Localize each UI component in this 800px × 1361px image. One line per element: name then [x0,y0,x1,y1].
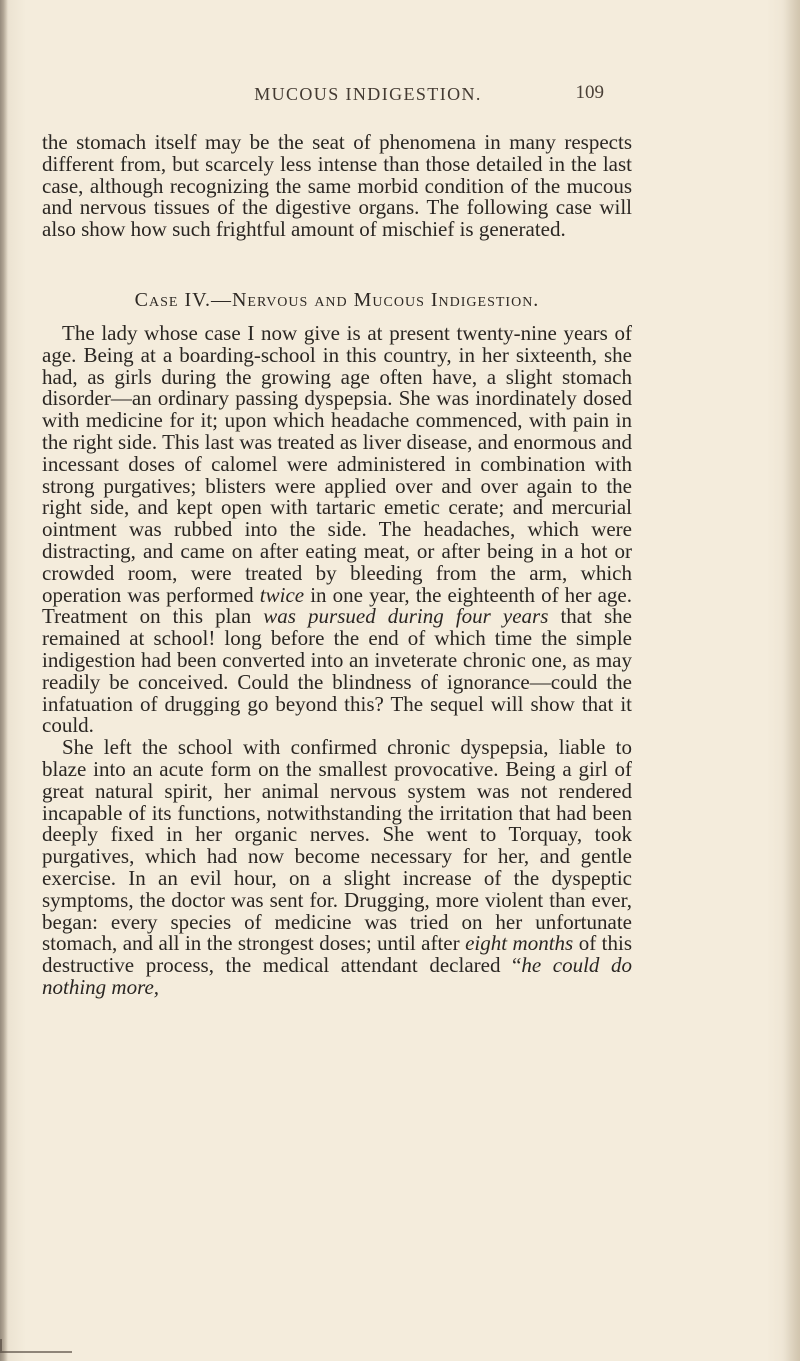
main-text-block [42,132,632,999]
opening-paragraph: the stomach itself may be the seat of phenomena in many respects different from, but scarcely less intense than those detailed in the last case, although recognizing the same morbid condition of the mucous and nervous tissues of the digestive organs. The following case will also show how such frightful amount of mischief is generated. [42,130,632,242]
case-paragraph-2-italic-quote: he could do nothing more, [42,953,632,999]
case-paragraph-2-text-a: She left the school with confirmed chronic dyspepsia, liable to blaze into an acute form on the smallest provocative. Being a girl of great natural spirit, her animal nervous system was not rendered incapable of its functions, notwithstanding the irritation that had been deeply fixed in her organic nerves. She went to Torquay, took purgatives, which had now become necessary for her, and gentle exercise. In an evil hour, on a slight increase of the dyspeptic symptoms, the doctor was sent for. Drugging, more violent than ever, began: every species of medicine was tried on her unfortunate stomach, and all in the strongest doses; until after [42,735,632,956]
case-paragraph-1-text-a: The lady whose case I now give is at present twenty-nine years of age. Being at a boarding-school in this country, in her sixteenth, she had, as girls during the growing age often have, a slight stomach disorder—an ordinary passing dyspepsia. She was inordinately dosed with medicine for it; upon which headache commenced, with pain in the right side. This last was treated as liver disease, and enormous and incessant doses of calomel were administered in combination with strong purgatives; blisters were applied over and over again to the right side, and kept open with tartaric emetic cerate; and mercurial ointment was rubbed into the side. The headaches, which were distracting, and came on after eating meat, or after being in a hot or crowded room, were treated by bleeding from the arm, which operation was performed [42,320,632,607]
case-paragraph-1-italic-phrase: was pursued during four years [263,604,549,629]
case-paragraph-1-text-c: that she remained at school! long before the end of which time the simple indigestion had been converted into an inveterate chronic one, as may readily be conceived. Could the blindness of ignorance—could the infatuation of drugging go beyond this? The sequel will show that it could. [42,604,632,738]
case-paragraph-1 [42,320,632,738]
running-head: MUCOUS INDIGESTION. [254,84,482,104]
case-heading: Case IV.—Nervous and Mucous Indigestion. [134,288,540,311]
case-paragraph-2-text-b: of this destructive process, the medical attendant declared “ [42,931,632,978]
page-header [136,82,604,108]
page-number: 109 [575,82,604,103]
case-paragraph-1-italic-twice: twice [259,582,305,607]
page-corner-mark [0,1339,72,1353]
case-paragraph-2 [42,737,632,999]
case-paragraph-2-italic-eight-months: eight months [465,931,574,956]
page-edge-shading [782,0,800,1361]
case-paragraph-1-text-b: in one year, the eighteenth of her age. Treatment on this plan [42,582,632,629]
binding-shadow [0,0,8,1361]
